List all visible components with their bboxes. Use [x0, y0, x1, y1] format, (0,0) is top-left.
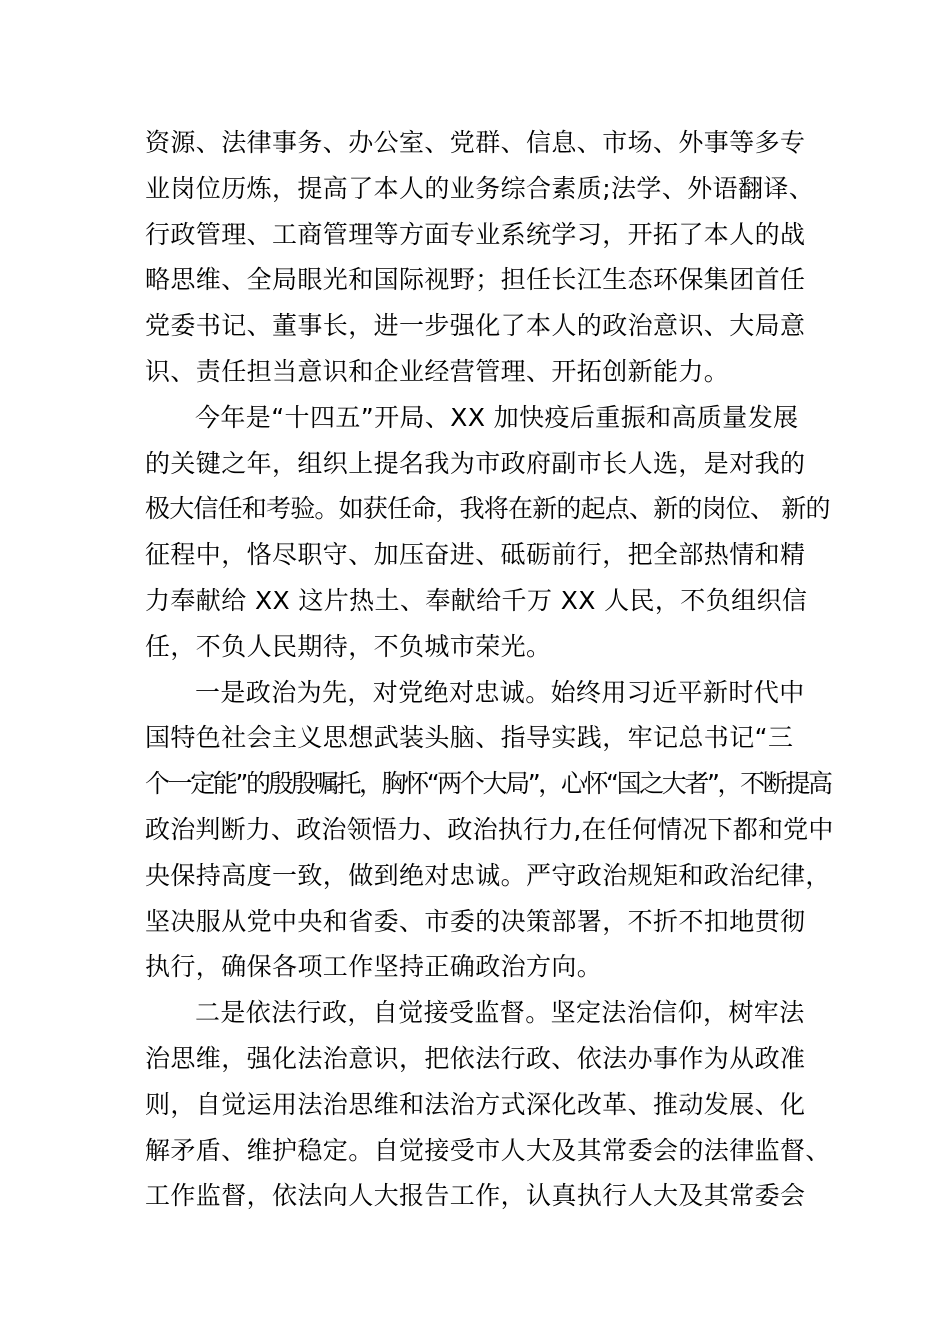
text-line: 央保持高度一致，做到绝对忠诚。严守政治规矩和政治纪律， [145, 860, 831, 890]
paragraph-first-line: 今年是“十四五”开局、XX 加快疫后重振和高质量发展 [195, 402, 799, 432]
text-line: 的关键之年，组织上提名我为市政府副市长人选，是对我的 [145, 448, 806, 478]
text-line: 个一定能”的殷殷嘱托，胸怀“两个大局”，心怀“国之大者”，不断提高 [145, 769, 831, 799]
text-line: 力奉献给 XX 这片热土、奉献给千万 XX 人民，不负组织信 [145, 585, 808, 615]
paragraph-first-line: 一是政治为先，对党绝对忠诚。始终用习近平新时代中 [195, 677, 805, 707]
text-line: 治思维，强化法治意识，把依法行政、依法办事作为从政准 [145, 1043, 806, 1073]
text-line: 则，自觉运用法治思维和法治方式深化改革、推动发展、化 [145, 1089, 806, 1119]
text-line: 国特色社会主义思想武装头脑、指导实践，牢记总书记“三 [145, 723, 794, 753]
text-line: 政治判断力、政治领悟力、政治执行力,在任何情况下都和党中 [145, 814, 834, 844]
text-line: 业岗位历炼，提高了本人的业务综合素质;法学、外语翻译、 [145, 173, 815, 203]
text-line: 工作监督，依法向人大报告工作，认真执行人大及其常委会 [145, 1181, 806, 1211]
text-line: 党委书记、董事长，进一步强化了本人的政治意识、大局意 [145, 311, 806, 341]
text-line: 资源、法律事务、办公室、党群、信息、市场、外事等多专 [145, 128, 806, 157]
text-line: 任，不负人民期待，不负城市荣光。 [145, 631, 552, 661]
paragraph-first-line: 二是依法行政，自觉接受监督。坚定法治信仰，树牢法 [195, 998, 805, 1028]
text-line: 征程中，恪尽职守、加压奋进、砥砺前行，把全部热情和精 [145, 540, 806, 570]
text-line: 识、责任担当意识和企业经营管理、开拓创新能力。 [145, 356, 730, 386]
text-line: 执行，确保各项工作坚持正确政治方向。 [145, 952, 603, 982]
body-text [145, 120, 835, 1219]
text-line: 行政管理、工商管理等方面专业系统学习，开拓了本人的战 [145, 219, 806, 249]
text-line: 极大信任和考验。如获任命，我将在新的起点、新的岗位、 新的 [145, 494, 830, 524]
text-line: 坚决服从党中央和省委、市委的决策部署，不折不扣地贯彻 [145, 906, 806, 936]
text-line: 解矛盾、维护稳定。自觉接受市人大及其常委会的法律监督、 [145, 1135, 831, 1165]
text-line: 略思维、全局眼光和国际视野；担任长江生态环保集团首任 [145, 265, 806, 295]
